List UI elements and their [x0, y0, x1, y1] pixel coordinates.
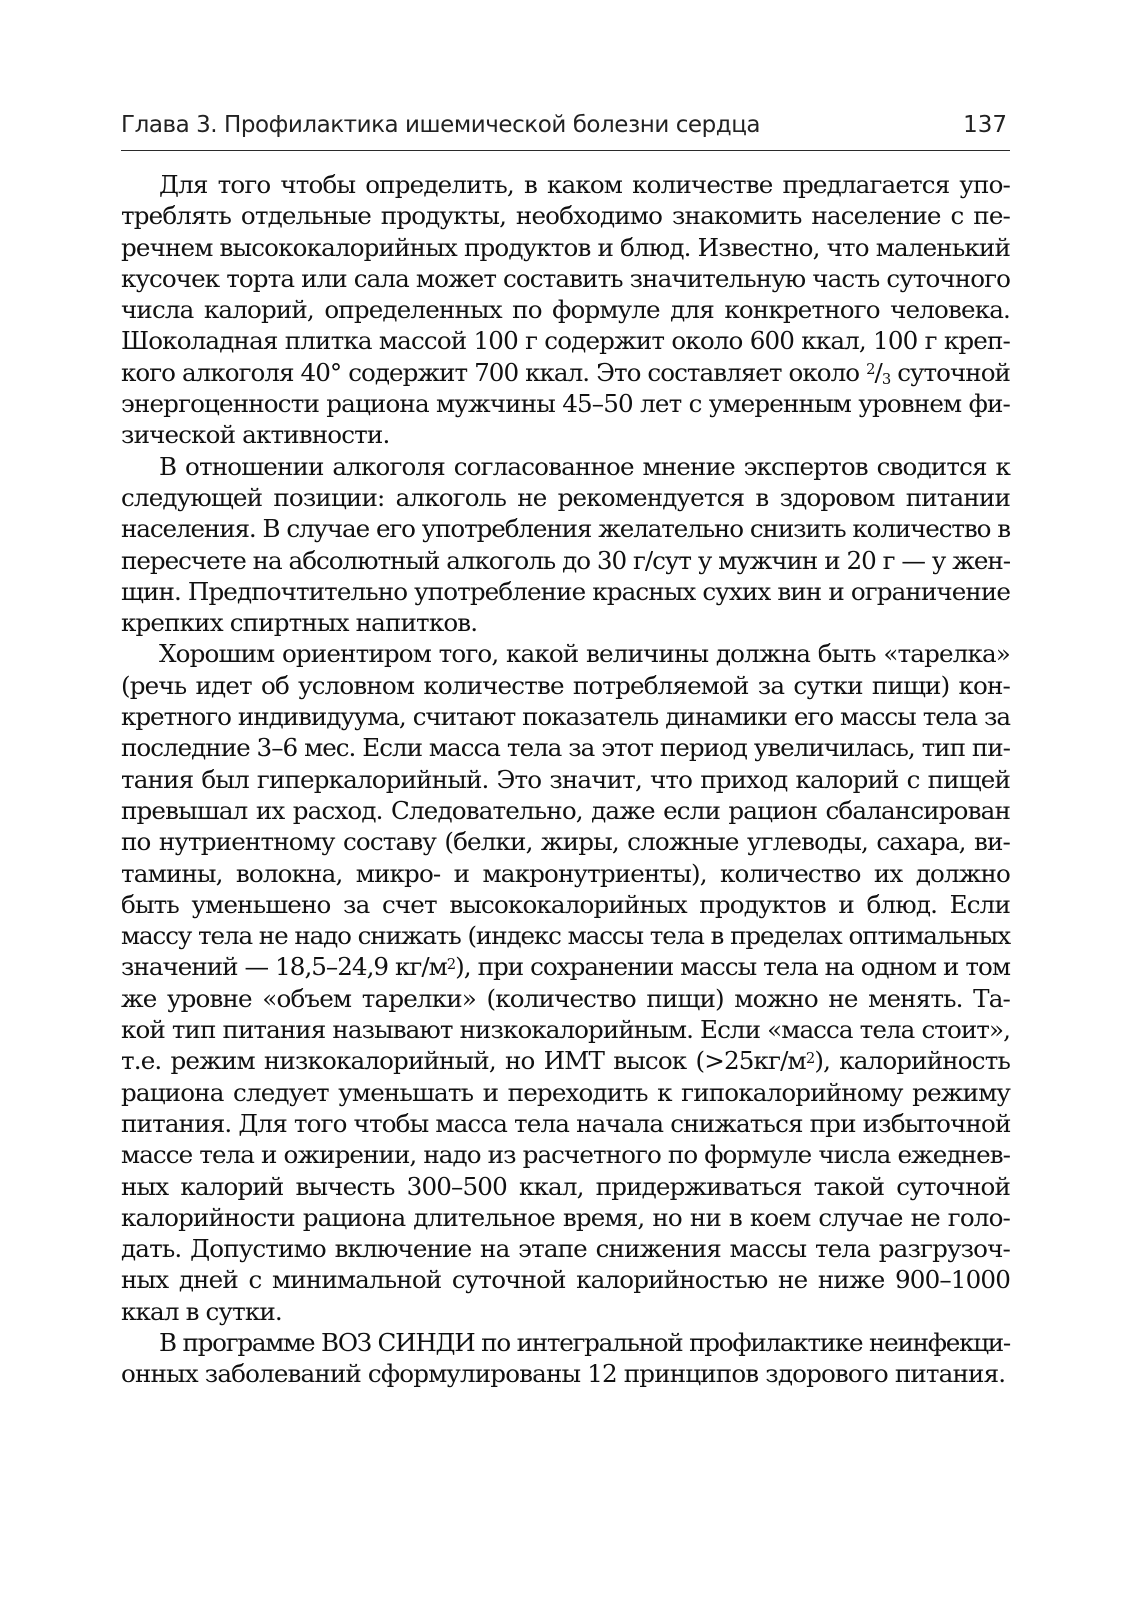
text-line: превышал их расход. Следовательно, даже если рацион сбалансирован [121, 795, 1010, 825]
text-line: же уровне «объем тарелки» (количество пищи) можно не менять. Та- [121, 983, 1010, 1013]
text-line: кой тип питания называют низкокалорийным. Если «масса тела стоит», [121, 1015, 1010, 1045]
text-line: последние 3–6 мес. Если масса тела за этот период увеличилась, тип пи- [121, 733, 1010, 763]
text-line: пересчете на абсолютный алкоголь до 30 г/сут у мужчин и 20 г — у жен- [121, 545, 1010, 575]
paragraph-2 [121, 451, 1010, 639]
text-segment: суточной [890, 357, 1010, 387]
fraction-numerator: 2 [866, 361, 875, 379]
text-line: дать. Допустимо включение на этапе снижения массы тела разгрузоч- [121, 1234, 1010, 1264]
text-segment: кого алкоголя 40° содержит 700 ккал. Это составляет около [121, 357, 867, 387]
text-line: по нутриентному составу (белки, жиры, сложные углеводы, сахара, ви- [121, 827, 1010, 857]
text-line: зической активности. [121, 420, 390, 450]
text-line: ных дней с минимальной суточной калорийностью не ниже 900–1000 [121, 1265, 1010, 1295]
text-line: ккал в сутки. [121, 1296, 282, 1326]
paragraph-1 [121, 169, 1010, 451]
text-line: В отношении алкоголя согласованное мнение экспертов сводится к [159, 451, 1010, 481]
text-line: онных заболеваний сформулированы 12 принципов здорового питания. [121, 1359, 1006, 1389]
text-segment: значений — 18,5–24,9 кг/м [121, 952, 447, 982]
text-line: В программе ВОЗ СИНДИ по интегральной профилактике неинфекци- [159, 1327, 1010, 1357]
text-line: массу тела не надо снижать (индекс массы тела в пределах оптимальных [121, 921, 1010, 951]
text-line: Шоколадная плитка массой 100 г содержит около 600 ккал, 100 г креп- [121, 326, 1010, 356]
page-number: 137 [963, 112, 1007, 138]
superscript: 2 [446, 955, 456, 973]
text-line: массе тела и ожирении, надо из расчетного по формуле числа ежеднев- [121, 1140, 1010, 1170]
text-line: населения. В случае его употребления желательно снизить количество в [121, 514, 1010, 544]
fraction-denominator: 3 [881, 370, 891, 388]
text-line: числа калорий, определенных по формуле для конкретного человека. [121, 295, 1010, 325]
text-line: кретного индивидуума, считают показатель динамики его массы тела за [121, 702, 1010, 732]
fraction-slash: / [874, 357, 882, 387]
text-line-with-fraction [121, 357, 1010, 388]
text-line: треблять отдельные продукты, необходимо знакомить население с пе- [121, 201, 1010, 231]
text-line: щин. Предпочтительно употребление красных сухих вин и ограничение [121, 576, 1010, 606]
text-line: речнем высококалорийных продуктов и блюд. Известно, что маленький [121, 232, 1010, 262]
text-line: крепких спиртных напитков. [121, 608, 478, 638]
paragraph-4 [121, 1327, 1010, 1390]
text-segment: т.е. режим низкокалорийный, но ИМТ высок (>25кг/м [121, 1046, 806, 1076]
text-line: питания. Для того чтобы масса тела начала снижаться при избыточной [121, 1108, 1011, 1138]
text-line: калорийности рациона длительное время, но ни в коем случае не голо- [121, 1202, 1010, 1232]
running-header [121, 104, 1010, 151]
text-line-with-superscript [121, 951, 1010, 982]
text-line: ных калорий вычесть 300–500 ккал, придерживаться такой суточной [121, 1171, 1010, 1201]
text-line: кусочек торта или сала может составить значительную часть суточного [121, 263, 1010, 293]
text-line: (речь идет об условном количестве потребляемой за сутки пищи) кон- [121, 670, 1010, 700]
text-line: тамины, волокна, микро- и макронутриенты), количество их должно [121, 858, 1010, 888]
superscript: 2 [805, 1049, 815, 1067]
text-line: быть уменьшено за счет высококалорийных продуктов и блюд. Если [121, 889, 1010, 919]
body-text [121, 169, 1010, 1390]
text-line: Для того чтобы определить, в каком количестве предлагается упо- [159, 170, 1010, 199]
paragraph-3 [121, 638, 1010, 1327]
text-segment: ), калорийность [814, 1046, 1010, 1076]
text-line: Хорошим ориентиром того, какой величины должна быть «тарелка» [159, 639, 1010, 669]
text-line-with-superscript [121, 1045, 1010, 1076]
text-line: тания был гиперкалорийный. Это значит, что приход калорий с пищей [121, 764, 1010, 794]
chapter-title: Глава 3. Профилактика ишемической болезни сердца [121, 112, 761, 138]
text-segment: ), при сохранении массы тела на одном и том [455, 952, 1010, 982]
text-line: следующей позиции: алкоголь не рекомендуется в здоровом питании [121, 482, 1010, 512]
text-line: рациона следует уменьшать и переходить к гипокалорийному режиму [121, 1077, 1010, 1107]
text-line: энергоценности рациона мужчины 45–50 лет с умеренным уровнем фи- [121, 389, 1010, 419]
